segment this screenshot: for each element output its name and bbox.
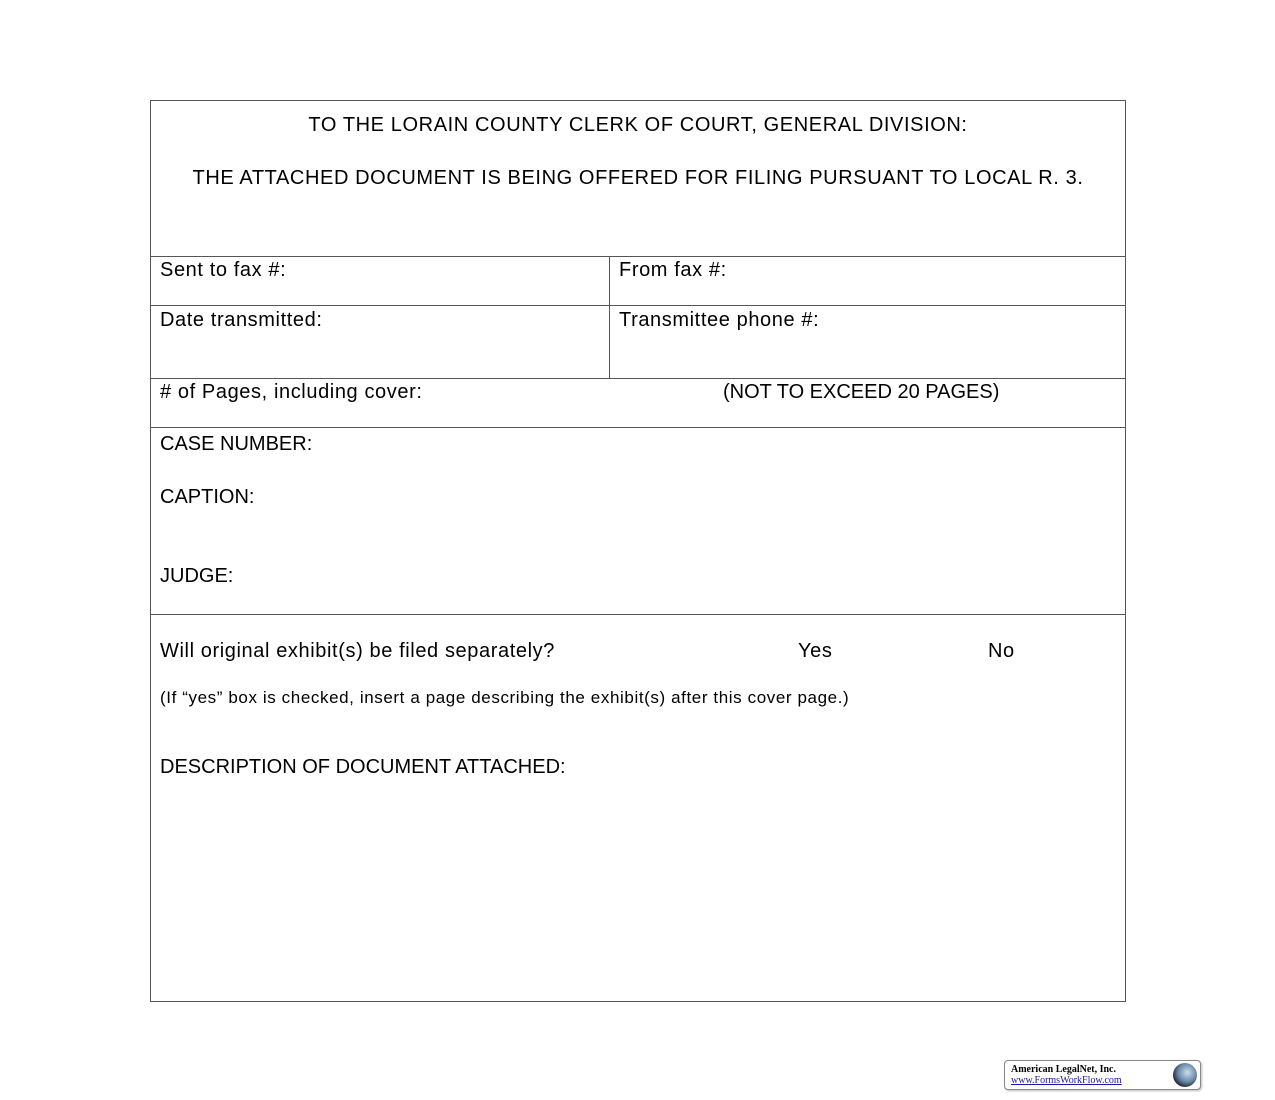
header-statement: THE ATTACHED DOCUMENT IS BEING OFFERED FOR FILING PURSUANT TO LOCAL R. 3.	[192, 167, 1084, 189]
date-transmitted-label: Date transmitted:	[160, 309, 323, 331]
divider	[150, 305, 1126, 306]
exhibits-question: Will original exhibit(s) be filed separately?	[160, 640, 555, 662]
divider	[150, 378, 1126, 379]
judge-label: JUDGE:	[160, 565, 234, 587]
no-option[interactable]: No	[988, 640, 1015, 662]
sent-to-fax-label: Sent to fax #:	[160, 259, 287, 281]
company-url-link[interactable]: www.FormsWorkFlow.com	[1011, 1075, 1122, 1086]
from-fax-label: From fax #:	[619, 259, 727, 281]
caption-label: CAPTION:	[160, 486, 255, 508]
header-addressee: TO THE LORAIN COUNTY CLERK OF COURT, GENERAL DIVISION:	[308, 114, 968, 136]
form-border	[150, 100, 1126, 1002]
divider	[150, 614, 1126, 615]
globe-icon	[1173, 1063, 1197, 1087]
pages-label: # of Pages, including cover:	[160, 381, 423, 403]
yes-option[interactable]: Yes	[798, 640, 833, 662]
description-label: DESCRIPTION OF DOCUMENT ATTACHED:	[160, 756, 566, 778]
transmittee-phone-label: Transmittee phone #:	[619, 309, 820, 331]
column-divider	[609, 256, 610, 378]
divider	[150, 256, 1126, 257]
exhibits-note: (If “yes” box is checked, insert a page describing the exhibit(s) after this cover page.)	[160, 688, 850, 707]
company-name: American LegalNet, Inc.	[1011, 1064, 1116, 1075]
case-number-label: CASE NUMBER:	[160, 433, 313, 455]
divider	[150, 427, 1126, 428]
american-legalnet-logo[interactable]	[1004, 1060, 1201, 1090]
pages-limit-note: (NOT TO EXCEED 20 PAGES)	[723, 381, 1000, 403]
